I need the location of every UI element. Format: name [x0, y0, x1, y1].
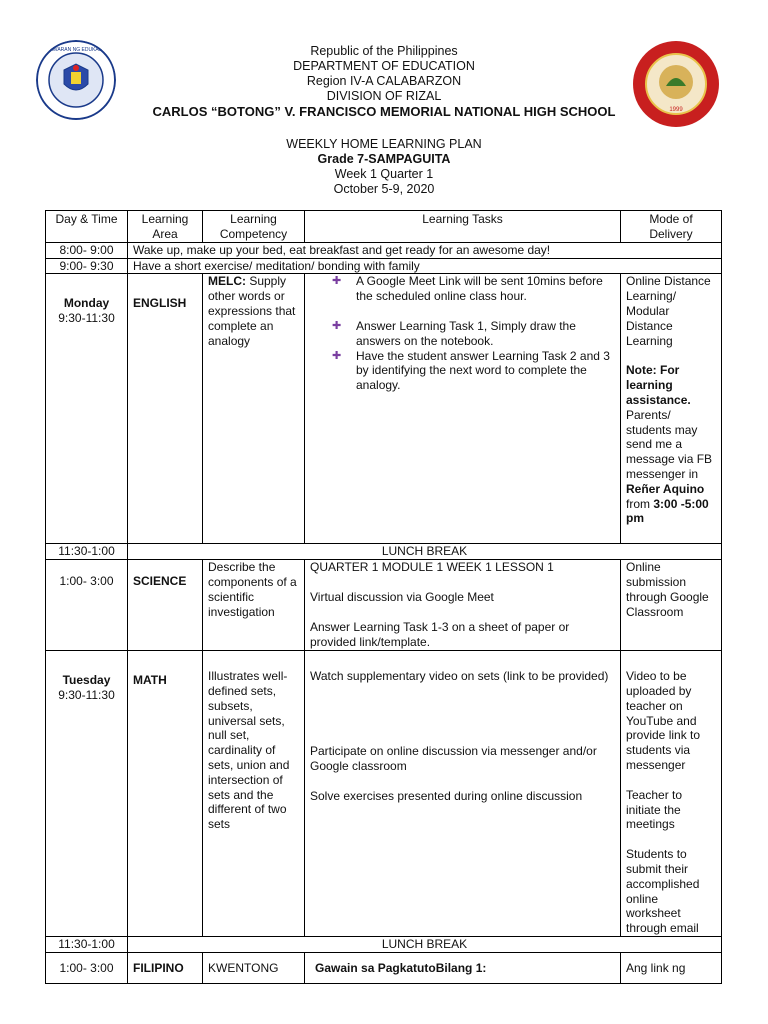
- spacer: [310, 774, 615, 789]
- spacer: [310, 304, 615, 319]
- tasks-cell: [305, 651, 621, 937]
- header-mode: Mode of Delivery: [621, 211, 722, 243]
- consult-hours: 3:00 -5:00 pm: [626, 496, 709, 526]
- spacer: [626, 773, 716, 788]
- competency-text: Describe the components of a scientific investigation: [203, 560, 305, 651]
- tasks-cell: [305, 274, 621, 544]
- header-line-deped: DEPARTMENT OF EDUCATION: [293, 59, 475, 73]
- row-time: 11:30-1:00: [46, 544, 128, 560]
- day-name: Monday: [63, 296, 110, 311]
- mode-text: Online Distance Learning/ Modular Distance Learning: [626, 274, 711, 348]
- task-text: Watch supplementary video on sets (link to be provided): [310, 669, 609, 684]
- task-text: Participate on online discussion via messenger and/or Google classroom: [310, 743, 597, 773]
- day-time: 9:30-11:30: [58, 687, 115, 702]
- spacer: [310, 684, 615, 714]
- spacer: [626, 832, 716, 847]
- task-text: Solve exercises presented during online discussion: [310, 788, 583, 803]
- teacher-name: Reñer Aquino: [626, 481, 705, 496]
- task-text: A Google Meet Link will be sent 10mins before the scheduled online class hour.: [356, 274, 603, 304]
- row-activity: Have a short exercise/ meditation/ bonding with family: [128, 258, 722, 274]
- learning-area: MATH: [128, 651, 203, 937]
- table-row-tuesday: [46, 651, 722, 937]
- mode-cell: [621, 274, 722, 544]
- header-day-time: Day & Time: [46, 211, 128, 243]
- header-competency: Learning Competency: [203, 211, 305, 243]
- bullet-icon: ✚: [332, 319, 342, 332]
- table-row-monday: [46, 274, 722, 544]
- spacer: [626, 348, 716, 363]
- mode-text: Online submission through Google Classroom: [621, 560, 722, 651]
- table-header-row: [46, 211, 722, 243]
- note-from: from: [626, 496, 650, 511]
- school-name: CARLOS “BOTONG” V. FRANCISCO MEMORIAL NATIONAL HIGH SCHOOL: [152, 104, 616, 119]
- bullet-icon: ✚: [332, 275, 342, 288]
- table-row-lunch: [46, 544, 722, 560]
- mode-text: Students to submit their accomplished online worksheet through email: [626, 847, 700, 936]
- table-row: [46, 242, 722, 258]
- task-text: Virtual discussion via Google Meet: [310, 589, 494, 604]
- day-name: Tuesday: [62, 673, 111, 688]
- day-cell: [46, 651, 128, 937]
- learning-plan-table: [45, 210, 722, 984]
- row-time: 9:00- 9:30: [46, 258, 128, 274]
- competency-text: KWENTONG: [203, 952, 305, 983]
- row-time: 1:00- 3:00: [46, 560, 128, 651]
- plan-title: WEEKLY HOME LEARNING PLAN: [286, 137, 482, 151]
- task-text: Answer Learning Task 1, Simply draw the answers on the notebook.: [356, 318, 576, 348]
- note-text: Parents/ students may send me a message via FB messenger in: [626, 407, 713, 481]
- mode-text: Video to be uploaded by teacher on YouTube and provide link to students via messenger: [626, 669, 701, 772]
- mode-text: Ang link ng: [621, 952, 722, 983]
- date-range: October 5-9, 2020: [333, 182, 435, 196]
- mode-text: Teacher to initiate the meetings: [626, 787, 683, 832]
- spacer: [310, 605, 615, 620]
- plan-title-block: [0, 137, 768, 197]
- svg-text:1999: 1999: [669, 107, 683, 113]
- melc-label: MELC:: [208, 274, 246, 289]
- task-text: Answer Learning Task 1-3 on a sheet of paper or provided link/template.: [310, 619, 570, 649]
- task-text: Gawain sa PagkatutoBilang 1:: [305, 952, 621, 983]
- table-row: [46, 258, 722, 274]
- row-time: 8:00- 9:00: [46, 242, 128, 258]
- spacer: [310, 714, 615, 744]
- learning-area: ENGLISH: [128, 274, 203, 544]
- row-time: 11:30-1:00: [46, 936, 128, 952]
- tasks-cell: [305, 560, 621, 651]
- learning-area: SCIENCE: [128, 560, 203, 651]
- spacer: [310, 575, 615, 590]
- task-item: [310, 349, 615, 393]
- grade-section: Grade 7-SAMPAGUITA: [317, 152, 451, 166]
- competency-cell: [203, 274, 305, 544]
- competency-text: Illustrates well-defined sets, subsets, universal sets, null set, cardinality of sets, union and intersection of sets and the different of two sets: [203, 651, 305, 937]
- task-text: Have the student answer Learning Task 2 and 3 by identifying the next word to complete the analogy.: [356, 348, 610, 393]
- table-row-lunch: [46, 936, 722, 952]
- week-quarter: Week 1 Quarter 1: [334, 167, 434, 181]
- header-line-region: Region IV-A CALABARZON: [306, 74, 462, 88]
- row-activity: Wake up, make up your bed, eat breakfast and get ready for an awesome day!: [128, 242, 722, 258]
- header-line-division: DIVISION OF RIZAL: [326, 89, 442, 103]
- learning-area: FILIPINO: [128, 952, 203, 983]
- table-row-filipino: [46, 952, 722, 983]
- document-header: [0, 44, 768, 119]
- task-item: [310, 274, 615, 304]
- bullet-icon: ✚: [332, 349, 342, 362]
- row-time: 1:00- 3:00: [46, 952, 128, 983]
- day-cell: [46, 274, 128, 544]
- table-row-science: [46, 560, 722, 651]
- lunch-label: LUNCH BREAK: [128, 936, 722, 952]
- lunch-label: LUNCH BREAK: [128, 544, 722, 560]
- task-text: QUARTER 1 MODULE 1 WEEK 1 LESSON 1: [310, 560, 554, 575]
- svg-text:KAGAWARAN NG EDUKASYON: KAGAWARAN NG EDUKASYON: [39, 47, 113, 53]
- task-item: [310, 319, 615, 349]
- note-label: Note: For learning assistance.: [626, 363, 691, 407]
- header-line-republic: Republic of the Philippines: [310, 44, 458, 58]
- header-tasks: Learning Tasks: [305, 211, 621, 243]
- competency-text: Supply other words or expressions that complete an analogy: [208, 274, 296, 348]
- mode-cell: [621, 651, 722, 937]
- day-time: 9:30-11:30: [58, 311, 115, 326]
- header-learning-area: Learning Area: [128, 211, 203, 243]
